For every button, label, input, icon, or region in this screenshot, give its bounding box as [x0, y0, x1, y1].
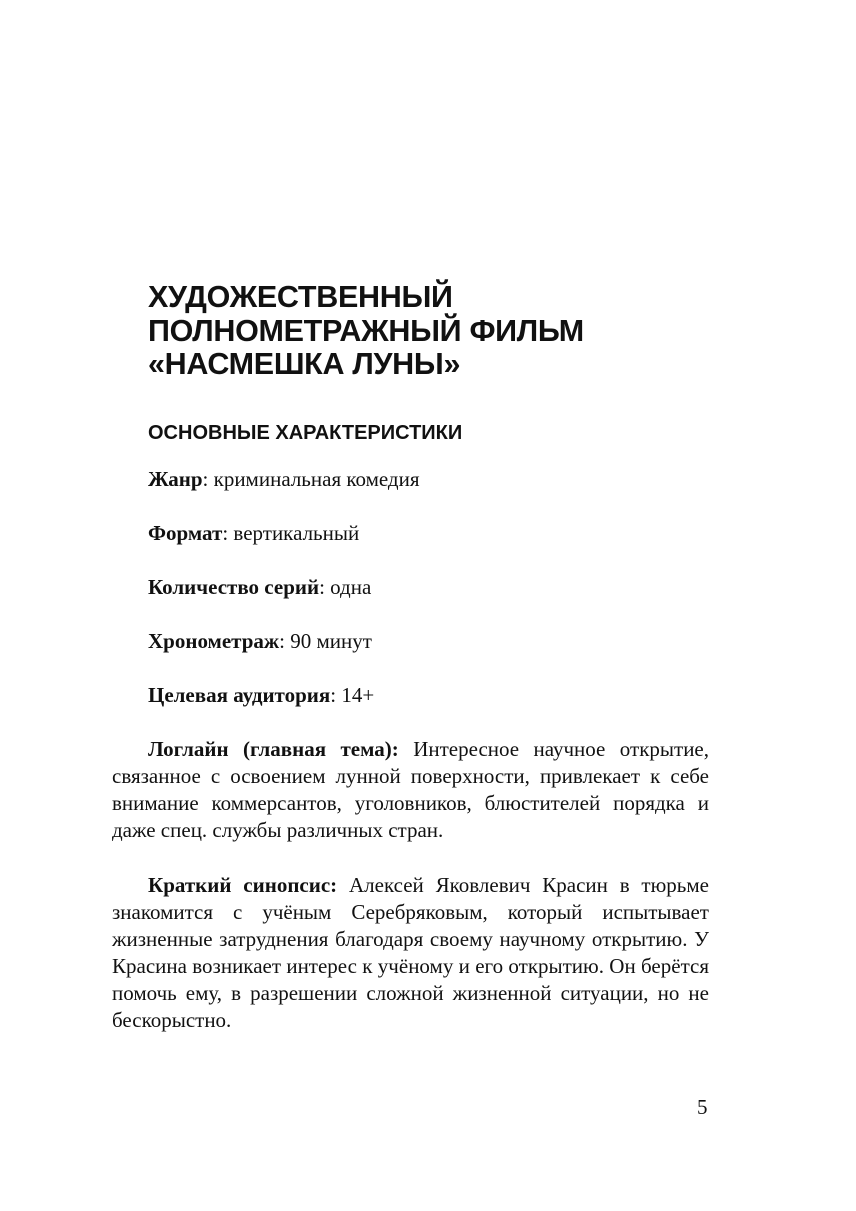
format-value: : вертикальный	[222, 521, 360, 545]
synopsis-label: Краткий синопсис:	[148, 873, 338, 897]
episodes-value: : одна	[319, 575, 372, 599]
runtime-value: : 90 минут	[279, 629, 372, 653]
page-number: 5	[697, 1095, 708, 1119]
runtime-field	[148, 628, 372, 654]
format-label: Формат	[148, 521, 223, 545]
synopsis-text: Алексей Яковлевич Красин в тюрьме знакомится с учёным Серебряковым, который испытывает жизненные затруднения благодаря своему научному открытию. У Красина возникает интерес к учёному и его открытию. Он берётся помочь ему, в разрешении сложной жизненной ситуации, но не бескорыстно.	[112, 873, 709, 1032]
logline-paragraph	[112, 736, 709, 844]
genre-label: Жанр	[148, 467, 203, 491]
title-line-3: «НАСМЕШКА ЛУНЫ»	[148, 347, 461, 381]
runtime-label: Хронометраж	[148, 629, 280, 653]
audience-label: Целевая аудитория	[148, 683, 331, 707]
episodes-field	[148, 574, 371, 600]
audience-field	[148, 682, 374, 708]
document-title	[148, 281, 748, 382]
logline-text: Интересное научное открытие, связанное с освоением лунной поверхности, привлекает к себе внимание коммерсантов, уголовников, блюстителей порядка и даже спец. службы различных стран.	[112, 737, 710, 842]
audience-value: : 14+	[330, 683, 375, 707]
title-line-1: ХУДОЖЕСТВЕННЫЙ	[148, 280, 453, 314]
section-heading: ОСНОВНЫЕ ХАРАКТЕРИСТИКИ	[148, 422, 463, 444]
synopsis-paragraph	[112, 872, 709, 1034]
logline-label: Логлайн (главная тема):	[148, 737, 399, 761]
genre-field	[148, 466, 420, 492]
format-field	[148, 520, 359, 546]
episodes-label: Количество серий	[148, 575, 320, 599]
title-line-2: ПОЛНОМЕТРАЖНЫЙ ФИЛЬМ	[148, 313, 584, 348]
genre-value: : криминальная комедия	[202, 467, 420, 491]
